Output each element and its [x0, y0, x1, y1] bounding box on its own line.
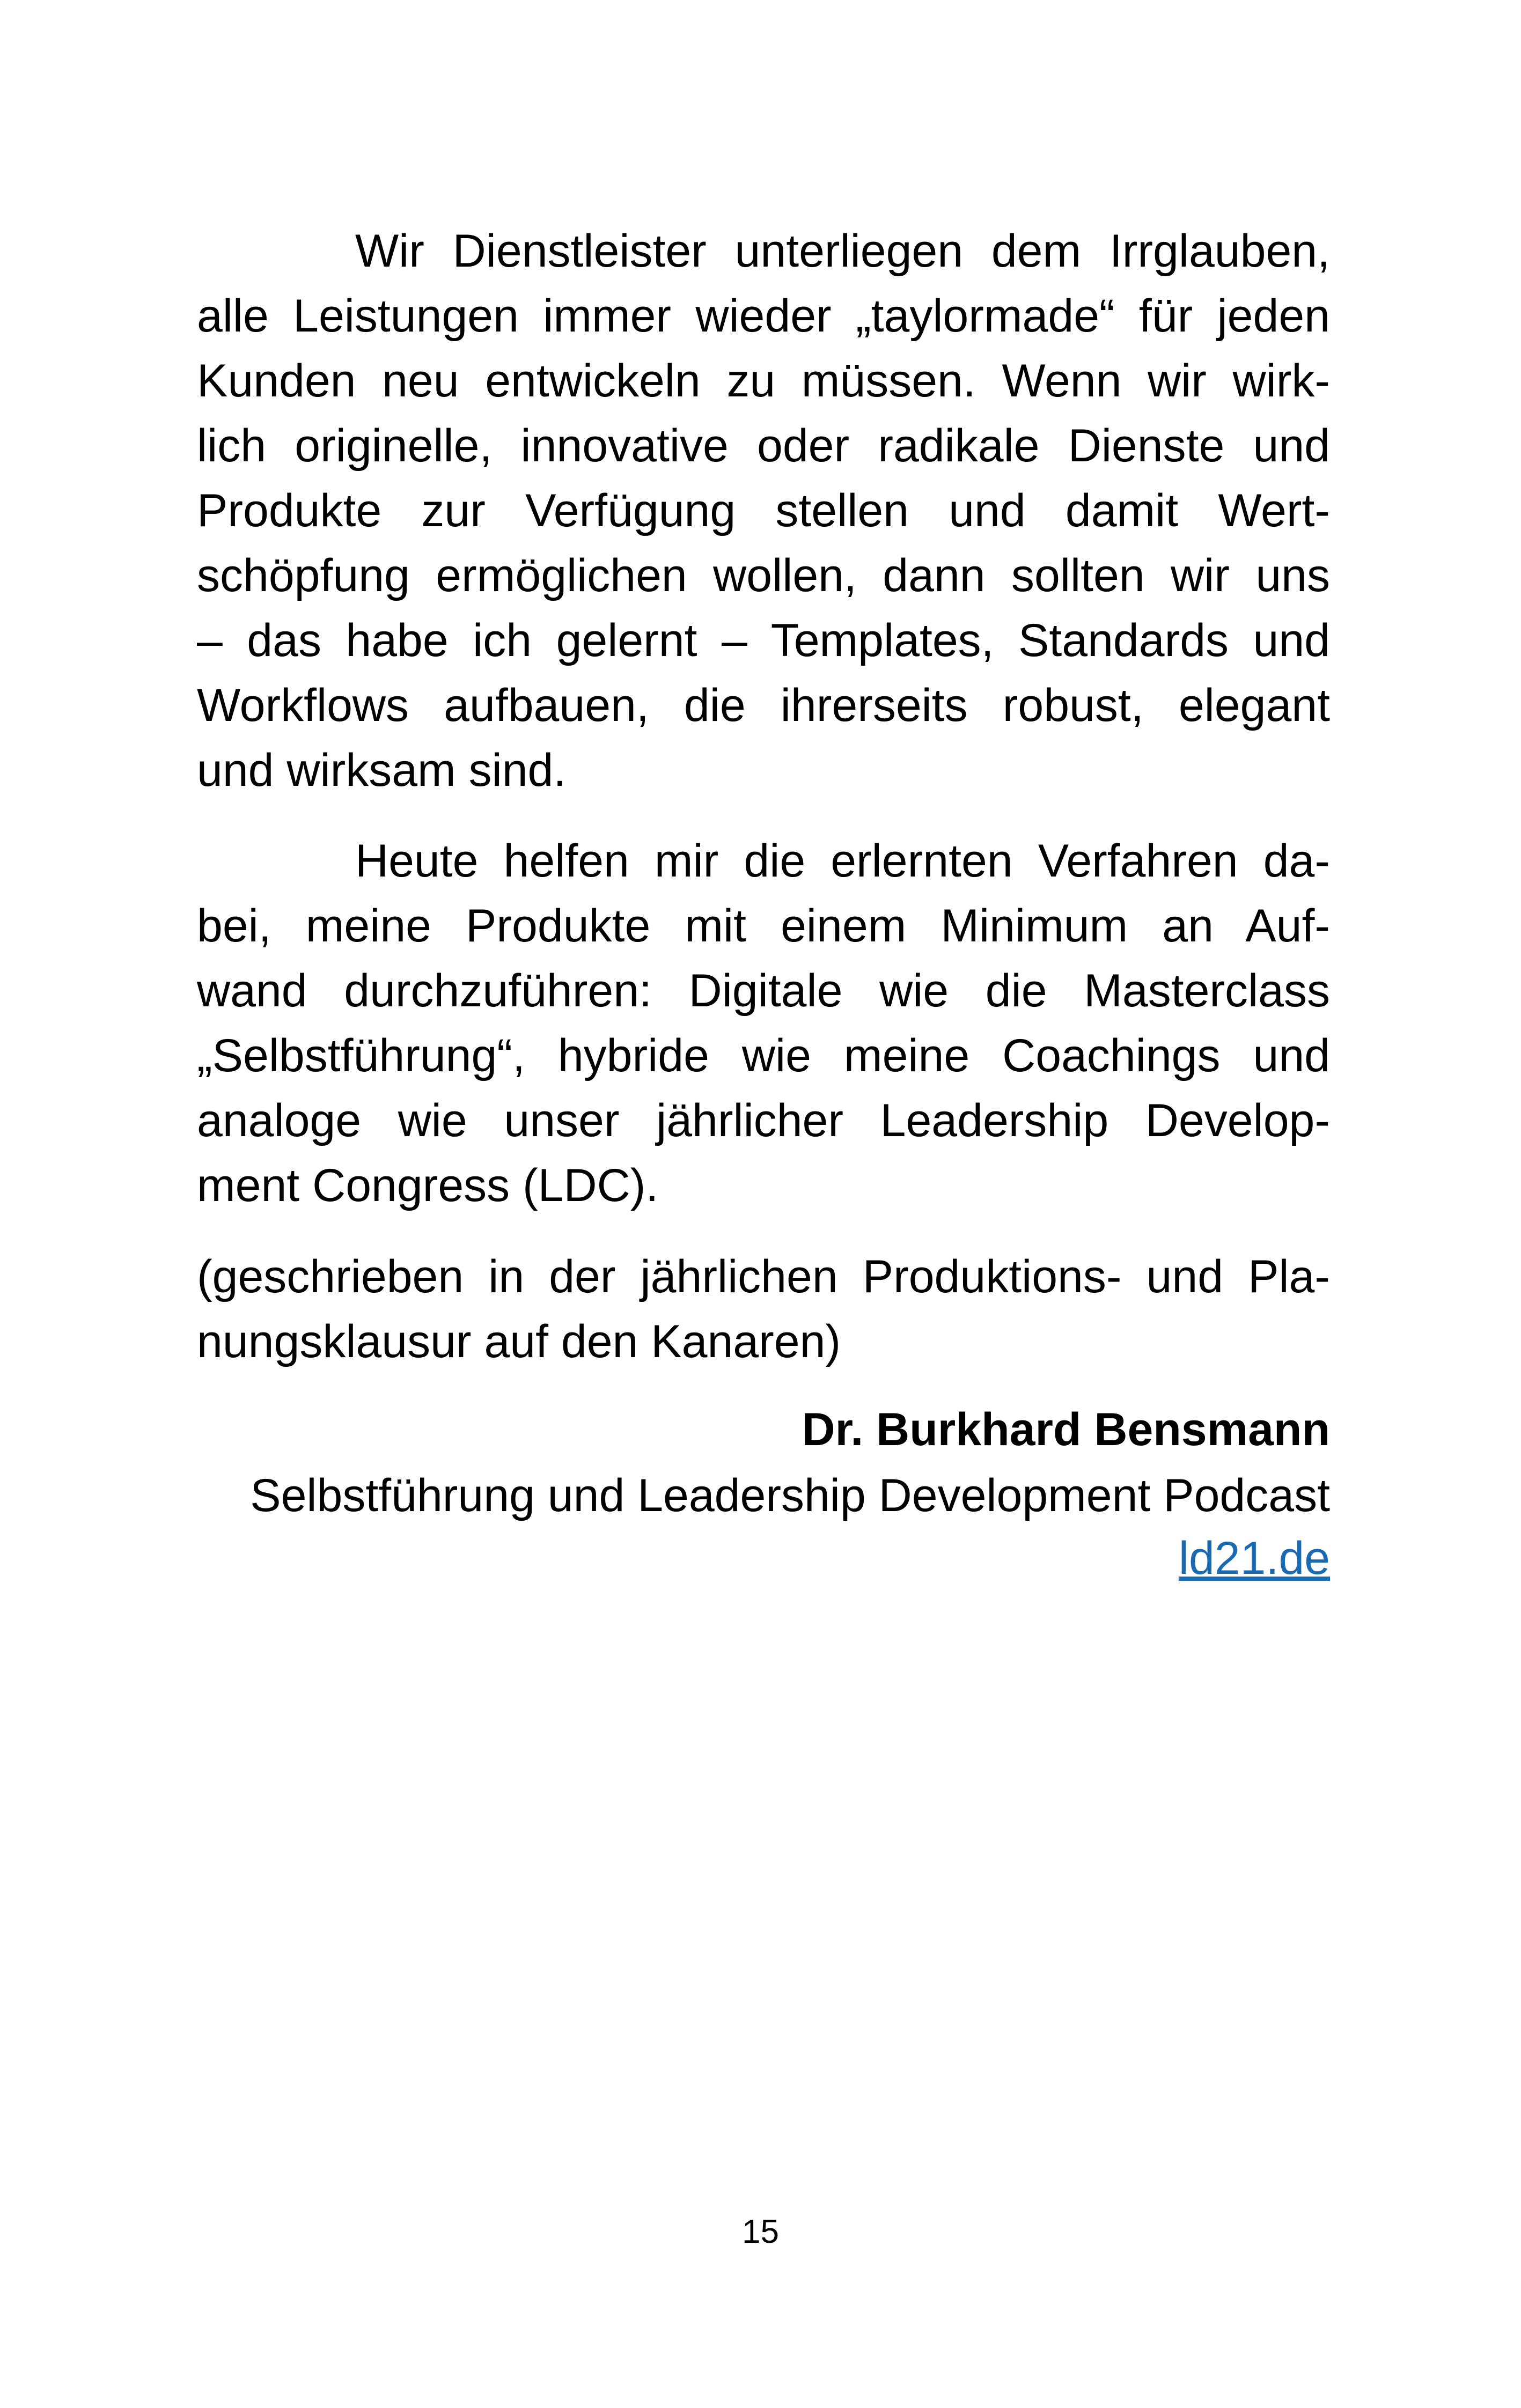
- paragraph-1-line: – das habe ich gelernt – Templates, Standards und: [197, 615, 1330, 666]
- website-link[interactable]: ld21.de: [1178, 1533, 1330, 1584]
- paragraph-1-line: alle Leistungen immer wieder „taylormade“ für jeden: [197, 290, 1330, 342]
- paragraph-1: [197, 219, 1330, 803]
- paragraph-1-line: und wirksam sind.: [197, 745, 567, 796]
- paragraph-2: [197, 829, 1330, 1218]
- paragraph-2-line: ment Congress (LDC).: [197, 1160, 659, 1211]
- paragraph-1-line: Kunden neu entwickeln zu müssen. Wenn wir wirk-: [197, 355, 1330, 407]
- paragraph-3-line: nungsklausur auf den Kanaren): [197, 1316, 841, 1367]
- author-name: Dr. Burkhard Bensmann: [802, 1404, 1330, 1455]
- paragraph-2-line: bei, meine Produkte mit einem Minimum an Auf-: [197, 900, 1330, 952]
- paragraph-2-line: Heute helfen mir die erlernten Verfahren da-: [355, 835, 1330, 887]
- paragraph-2-line: „Selbstführung“, hybride wie meine Coachings und: [197, 1030, 1330, 1081]
- paragraph-1-line: lich originelle, innovative oder radikale Dienste und: [197, 420, 1330, 472]
- paragraph-3-line: (geschrieben in der jährlichen Produktions- und Pla-: [197, 1251, 1330, 1302]
- paragraph-1-line: Produkte zur Verfügung stellen und damit Wert-: [197, 485, 1330, 536]
- paragraph-1-line: schöpfung ermöglichen wollen, dann sollten wir uns: [197, 550, 1330, 601]
- paragraph-1-line: Workflows aufbauen, die ihrerseits robust, elegant: [197, 680, 1330, 731]
- page-number: 15: [742, 2213, 779, 2250]
- paragraph-2-line: wand durchzuführen: Digitale wie die Masterclass: [197, 965, 1330, 1017]
- podcast-title: Selbstführung und Leadership Development Podcast: [250, 1470, 1330, 1521]
- paragraph-3: [197, 1244, 1330, 1374]
- paragraph-2-line: analoge wie unser jährlicher Leadership Develop-: [197, 1095, 1330, 1146]
- paragraph-1-line: Wir Dienstleister unterliegen dem Irrglauben,: [355, 225, 1330, 277]
